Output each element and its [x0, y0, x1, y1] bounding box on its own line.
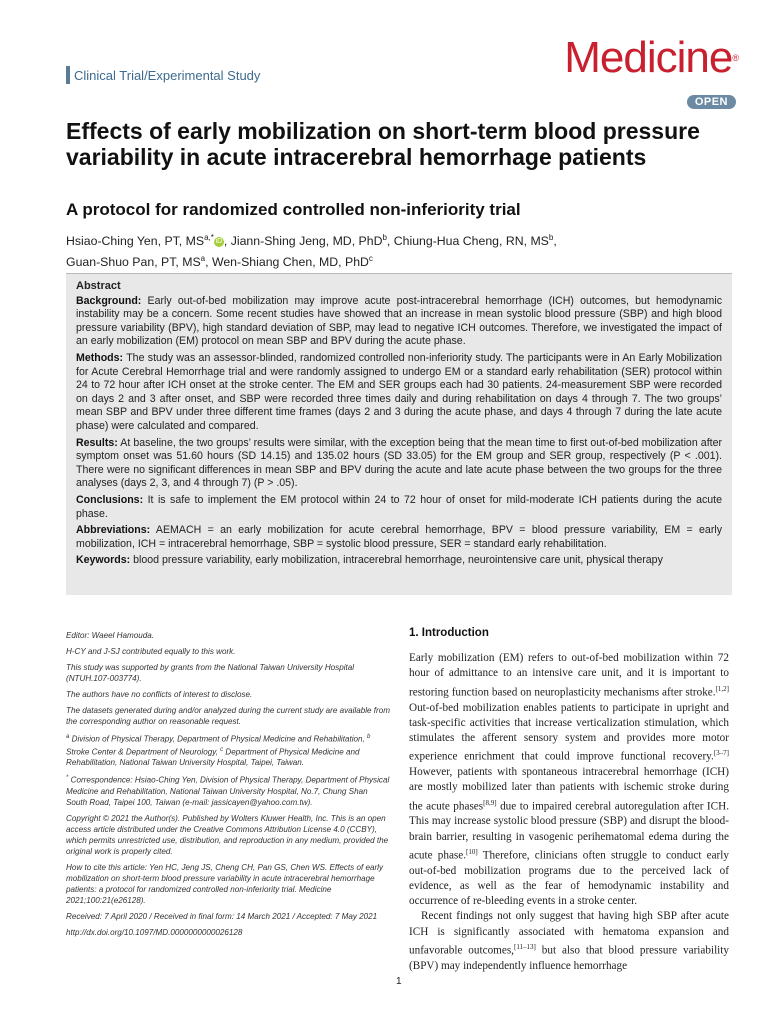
aff-text: Division of Physical Therapy, Department of Physical Medicine and Rehabilitation, [69, 734, 368, 744]
results-label: Results: [76, 436, 118, 449]
section-marker [66, 66, 70, 84]
author-affiliation-sup: b [548, 233, 554, 242]
intro-text: Recent findings not only suggest that having high SBP after acute ICH is significantly associated with hematoma expansion and unfavorable outcomes, [409, 910, 729, 957]
intro-paragraph [409, 651, 729, 909]
results-text: At baseline, the two groups’ results were similar, with the exception being that the mean time to first out-of-bed mobilization after symptom onset was 51.60 hours (SD 14.15) and 135.02 hours (SD 33.05) for the EM group and SER group, respectively (P < .001). There were no significant differences in mean SBP and BPV during the acute and late acute phase between the two groups for the three analyses (days 2, 3, and 4 through 7) (P > .05). [76, 436, 722, 490]
doi-link[interactable]: http://dx.doi.org/10.1097/MD.0000000000026128 [66, 928, 243, 938]
dates-note: Received: 7 April 2020 / Received in final form: 14 March 2021 / Accepted: 7 May 2021 [66, 912, 378, 922]
author-affiliation-sup: a [200, 254, 206, 264]
abstract-heading: Abstract [76, 280, 121, 292]
data-availability-note: The datasets generated during and/or analyzed during the current study are available from the corresponding author on reasonable request. [66, 706, 390, 726]
open-access-badge: OPEN [687, 95, 736, 109]
editor-note: Editor: Waeel Hamouda. [66, 631, 155, 640]
author-name: Hsiao-Ching Yen, PT, MS [66, 234, 205, 249]
aff-sup: c [220, 746, 224, 753]
intro-text: due to impaired cerebral autoregulation after ICH. This may increase systolic blood pressure (SBP) and disrupt the blood-brain barrier, resulting in vasogenic perihematomal edema during the acute phase. [409, 800, 730, 862]
aff-text: Stroke Center & Department of Neurology, [66, 747, 221, 757]
abstract-background [76, 295, 722, 349]
citation-ref[interactable]: [11–13] [513, 942, 536, 951]
affiliations-note [66, 732, 390, 768]
methods-text: The study was an assessor-blinded, randomized controlled non-inferiority study. The participants were in An Early Mobilization for Acute Cerebral Hemorrhage trial and were randomly assigned to undergo EM or a standard early rehabilitation (SER) protocol within 24 to 72 hour after ICH onset at the stroke center. The EM and SER groups each had 30 patients. 24-measurement SBP were recorded on days 2 and 3 after onset, and SBP were recorded three times daily and during rehabilitation on days 4 through 7. The two groups’ mean SBP and BPV under three different time frames (days 2 and 3 during the acute phase, and days 4 through 7 during the late acute phase) were calculated and compared. [76, 351, 722, 432]
registered-mark: ® [732, 53, 738, 63]
author-name: , Chiung-Hua Cheng, RN, MS [386, 234, 549, 249]
journal-name: Medicine [564, 33, 733, 82]
author-affiliation-sup: c [368, 254, 373, 264]
orcid-icon[interactable]: iD [215, 238, 223, 246]
intro-text: Out-of-bed mobilization enables patients to participate in upright and task-specific activities that increase verticalization stimulation, which stimulates the afferent sensory system and provides more motor experience enrichment that could improve functional recovery. [409, 701, 729, 763]
aff-sup: b [367, 734, 371, 740]
abbreviations-label: Abbreviations: [76, 524, 151, 537]
corr-sup: * [66, 775, 69, 782]
article-title: Effects of early mobilization on short-term blood pressure variability in acute intracerebral hemorrhage patients [66, 118, 700, 170]
journal-logo [564, 33, 738, 82]
citation-ref[interactable]: [10] [466, 847, 478, 856]
intro-text: Therefore, clinicians often struggle to conduct early out-of-bed mobilization programs due to the perceived lack of evidence, as well as the fear of hemodynamic instability and occurrence of re-bleeding events in a stroke center. [409, 849, 729, 908]
abstract-results [76, 437, 722, 491]
abbreviations-text: AEMACH = an early mobilization for acute cerebral hemorrhage, BPV = blood pressure variability, EM = early mobilization, ICH = intracerebral hemorrhage, SBP = systolic blood pressure, SER = standard early rehabilitation. [76, 524, 722, 550]
aff-sup: a [66, 734, 70, 740]
citation-ref[interactable]: [1,2] [715, 684, 729, 693]
citation-ref[interactable]: [8,9] [483, 798, 497, 807]
background-text: Early out-of-bed mobilization may improve acute post-intracerebral hemorrhage (ICH) outcomes, but hemodynamic instability may be a concern. Some recent studies have showed that an increase in mean systolic blood pressure (SBP) and high blood pressure variability (BPV), high standard deviation of SBP, may lead to negative ICH outcomes. Therefore, we investigated the impact of an early mobilization (EM) protocol on mean SBP and BPV during the acute phase. [76, 294, 722, 348]
article-type-text: Clinical Trial/Experimental Study [74, 67, 261, 83]
keywords-text: blood pressure variability, early mobilization, intracerebral hemorrhage, neurointensive care unit, physical therapy [130, 554, 663, 567]
page-number: 1 [396, 976, 402, 987]
author-name: , Jiann-Shing Jeng, MD, PhD [223, 234, 383, 249]
abstract-methods [76, 352, 722, 434]
conclusions-label: Conclusions: [76, 493, 144, 506]
front-matter-notes [66, 630, 390, 943]
introduction-section [409, 626, 729, 974]
contribution-note: H-CY and J-SJ contributed equally to this work. [66, 647, 236, 656]
intro-text: However, patients with spontaneous intracerebral hemorrhage (ICH) are mostly mobilized later than patients with ischemic stroke during the acute phases [409, 766, 729, 813]
article-subtitle: A protocol for randomized controlled non-inferiority trial [66, 200, 521, 219]
author-affiliation-sup: b [382, 233, 387, 242]
intro-paragraph [409, 909, 729, 974]
abstract-abbreviations [76, 524, 722, 551]
author-separator: , [553, 234, 557, 249]
correspondence-note [66, 773, 390, 808]
citation-note: How to cite this article: Yen HC, Jeng JS, Cheng CH, Pan GS, Chen WS. Effects of early mobilization on short-term blood pressure variability in acute intracerebral hemorrhage patients: a protocol for randomized controlled non-inferiority trial. Medicine 2021;100:21(e26128). [66, 863, 383, 906]
corr-text: Correspondence: Hsiao-Ching Yen, Division of Physical Therapy, Department of Physical Medicine and Rehabilitation, National Taiwan University Hospital, No.7, Chung Shan South Road, Taipei 100, Taiwan (e-mail: jassicayen@yahoo.com.tw). [66, 776, 390, 808]
author-name: , Wen-Shiang Chen, MD, PhD [205, 255, 369, 270]
methods-label: Methods: [76, 351, 124, 364]
author-affiliation-sup: a,* [204, 233, 214, 242]
background-label: Background: [76, 294, 142, 307]
intro-text: but also that blood pressure variability (BPV) may independently influence hemorrhage [409, 944, 729, 972]
conflict-note: The authors have no conflicts of interest to disclose. [66, 690, 253, 699]
citation-ref[interactable]: [3–7] [713, 749, 729, 758]
abstract-conclusions [76, 494, 722, 521]
abstract-keywords [76, 554, 722, 568]
article-type-label [66, 66, 260, 84]
intro-text: Early mobilization (EM) refers to out-of-bed mobilization within 72 hour of admittance to an intensive care unit, and it is important to restoring function based on neuroplasticity mechanisms after stroke. [409, 652, 729, 699]
author-list [66, 229, 726, 271]
copyright-note: Copyright © 2021 the Author(s). Published by Wolters Kluwer Health, Inc. This is an open access article distributed under the Creative Commons Attribution License 4.0 (CCBY), which permits unrestricted use, distribution, and reproduction in any medium, provided the original work is properly cited. [66, 814, 389, 857]
keywords-label: Keywords: [76, 554, 131, 567]
abstract-box [66, 273, 732, 595]
funding-note: This study was supported by grants from the National Taiwan University Hospital (NTUH.107-003774). [66, 663, 355, 683]
conclusions-text: It is safe to implement the EM protocol within 24 to 72 hour of onset for mild-moderate ICH patients during the acute phase. [76, 493, 722, 520]
aff-text: Department of Physical Medicine and Rehabilitation, National Taiwan University Hospital, Taipei, Taiwan. [66, 747, 360, 768]
author-name: Guan-Shuo Pan, PT, MS [66, 255, 201, 270]
introduction-heading: 1. Introduction [409, 627, 489, 639]
